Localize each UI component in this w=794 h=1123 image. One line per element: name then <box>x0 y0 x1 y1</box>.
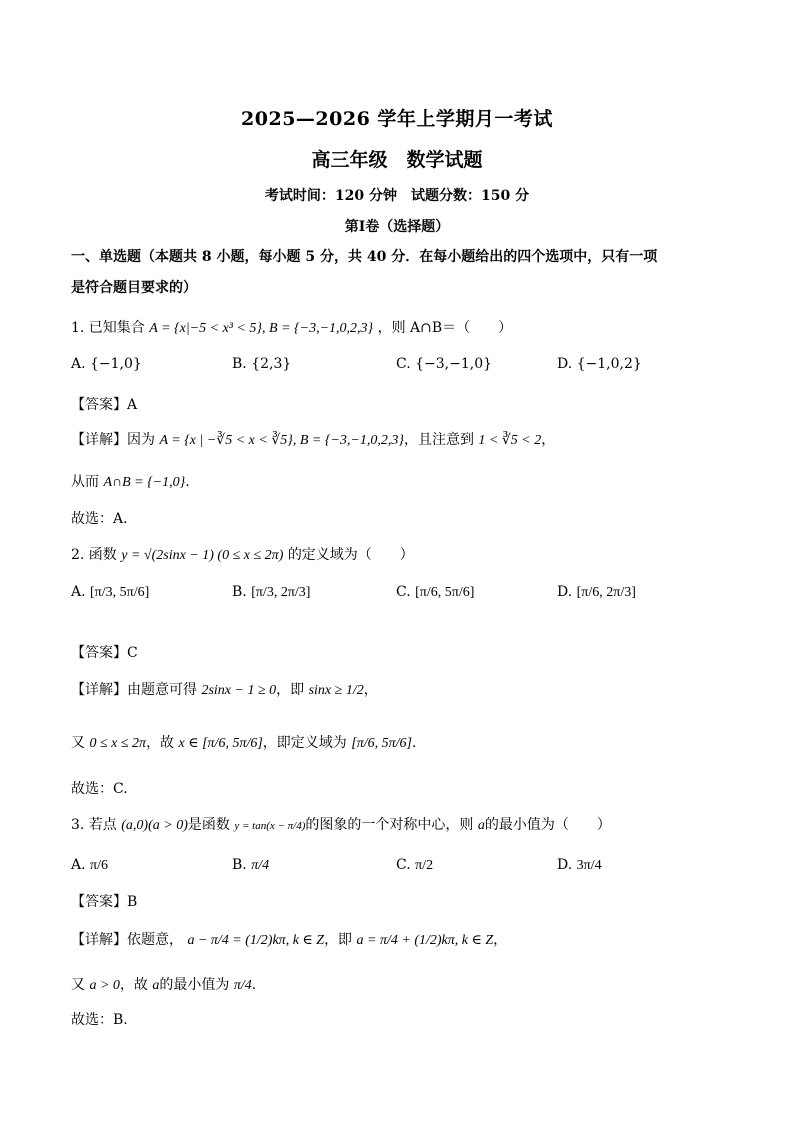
q3-detail-var: a <box>152 978 160 993</box>
q2-function: y = √(2sinx − 1) (0 ≤ x ≤ 2π) <box>121 548 284 563</box>
q3-suffix: 的图象的一个对称中心，则 <box>305 817 474 833</box>
q2-option-d <box>557 584 636 601</box>
exam-info: 考试时间：120 分钟 试题分数：150 分 <box>264 188 530 204</box>
q3-d-label: D. <box>557 857 573 873</box>
q3-c-value: π/2 <box>415 858 434 873</box>
q3-a-value: π/6 <box>90 858 108 873</box>
q3-detail-eq2: a = π/4 + (1/2)kπ, k ∈ Z <box>356 933 494 948</box>
q1-option-d: D. {−1,0,2} <box>557 356 642 372</box>
q1-conclusion: 故选：A. <box>71 511 128 527</box>
q3-detail-cond: a > 0 <box>89 978 120 993</box>
q3-detail-min-text: 的最小值为 <box>159 977 230 993</box>
q2-detail-range: 0 ≤ x ≤ 2π <box>89 736 147 751</box>
exam-title: 2025—2026 学年上学期月一考试 <box>241 108 553 130</box>
question-2-stem <box>71 545 731 566</box>
q1-detail-text2: ，且注意到 <box>403 432 474 448</box>
q3-function: y = tan(x − π/4) <box>234 820 306 832</box>
q1-suffix: ，则 A∩B＝（ ） <box>377 320 513 336</box>
q3-conclusion: 故选：B. <box>71 1012 128 1028</box>
q2-detail-so: ，故 <box>146 735 175 751</box>
q2-c-label: C. <box>396 584 411 600</box>
q2-prefix: 2. 函数 <box>71 547 117 563</box>
q1-detail-line2 <box>71 472 731 493</box>
q1-detail-comma: ， <box>541 432 556 448</box>
q2-conclusion: 故选：C. <box>71 781 128 797</box>
q2-b-label: B. <box>232 584 247 600</box>
q2-a-label: A. <box>71 584 86 600</box>
section-heading: 一、单选题（本题共 8 小题，每小题 5 分，共 40 分．在每小题给出的四个选项中，只有一项 <box>71 249 658 265</box>
q2-detail-domain: [π/6, 5π/6] <box>351 736 412 751</box>
q2-detail-comma: ， <box>363 682 378 698</box>
q3-detail-so: ，故 <box>119 977 148 993</box>
q1-intersection: A∩B = {−1,0} <box>103 475 186 490</box>
q2-detail-line1 <box>71 680 731 701</box>
q2-detail-interval: x ∈ [π/6, 5π/6] <box>178 736 263 751</box>
q2-detail-domain-text: ，即定义域为 <box>262 735 347 751</box>
q1-option-b: B. {2,3} <box>232 356 292 372</box>
q3-option-c <box>396 857 433 874</box>
q2-option-b <box>232 584 310 601</box>
q2-detail-also: 又 <box>71 735 85 751</box>
q1-prefix: 1. 已知集合 <box>71 320 145 336</box>
q3-detail-line1 <box>71 930 731 951</box>
q1-detail-text: 因为 <box>127 432 155 448</box>
q3-mid: 是函数 <box>187 817 230 833</box>
q3-detail-period: . <box>251 977 257 993</box>
q2-option-a <box>71 584 149 601</box>
q2-option-c <box>396 584 474 601</box>
q3-end: 的最小值为（ ） <box>484 817 611 833</box>
q3-option-b <box>232 857 269 874</box>
q2-detail-text2: ，即 <box>276 682 305 698</box>
q3-detail-text2: ，即 <box>324 932 353 948</box>
q1-detail-period: . <box>185 474 190 490</box>
q2-detail-ineq: 2sinx − 1 ≥ 0 <box>201 683 277 698</box>
q2-detail-label: 【详解】 <box>71 682 127 698</box>
q2-d-value: [π/6, 2π/3] <box>576 585 636 600</box>
q1-detail-sets: A = {x | −∛5 < x < ∛5}, B = {−3,−1,0,2,3} <box>159 433 404 448</box>
exam-subtitle: 高三年级 数学试题 <box>311 149 483 171</box>
q3-b-value: π/4 <box>251 858 270 873</box>
q3-option-a <box>71 857 108 874</box>
q2-detail-period: . <box>411 735 417 751</box>
q3-d-value: 3π/4 <box>576 858 602 873</box>
q3-detail-min-value: π/4 <box>233 978 252 993</box>
q3-detail-line2 <box>71 975 731 996</box>
q3-prefix: 3. 若点 <box>71 817 117 833</box>
question-3-stem <box>71 815 731 836</box>
q2-detail-sin: sinx ≥ 1/2 <box>308 683 364 698</box>
q2-suffix: 的定义域为（ ） <box>287 547 414 563</box>
q3-c-label: C. <box>396 857 411 873</box>
q1-detail-label: 【详解】 <box>71 432 127 448</box>
q1-option-a: A. {−1,0} <box>71 356 142 372</box>
section-heading-cont: 是符合题目要求的） <box>71 280 197 296</box>
q3-a-label: A. <box>71 857 86 873</box>
q2-a-value: [π/3, 5π/6] <box>90 585 150 600</box>
q3-b-label: B. <box>232 857 247 873</box>
q3-var: a <box>477 818 485 833</box>
q2-answer: 【答案】C <box>71 645 138 661</box>
q3-detail-also: 又 <box>71 977 85 993</box>
q1-option-c: C. {−3,−1,0} <box>396 356 493 372</box>
q1-detail-thus: 从而 <box>71 474 99 490</box>
q2-d-label: D. <box>557 584 573 600</box>
q1-sets: A = {x|−5 < x³ < 5}, B = {−3,−1,0,2,3} <box>149 321 374 336</box>
question-1-stem <box>71 318 731 339</box>
q1-detail-line1 <box>71 430 731 451</box>
q3-option-d <box>557 857 602 874</box>
q3-detail-comma: ， <box>493 932 508 948</box>
q3-detail-text: 依题意， <box>127 932 183 948</box>
q3-detail-eq1: a − π/4 = (1/2)kπ, k ∈ Z <box>187 933 325 948</box>
q2-c-value: [π/6, 5π/6] <box>415 585 475 600</box>
volume-heading: 第Ⅰ卷（选择题） <box>344 219 450 235</box>
q3-detail-label: 【详解】 <box>71 932 127 948</box>
q2-detail-text: 由题意可得 <box>127 682 197 698</box>
q2-detail-line2 <box>71 733 731 754</box>
q3-answer: 【答案】B <box>71 894 138 910</box>
q1-detail-ineq: 1 < ∛5 < 2 <box>478 433 542 448</box>
q3-point: (a,0)(a > 0) <box>121 818 188 833</box>
q1-answer: 【答案】A <box>71 397 138 413</box>
q2-b-value: [π/3, 2π/3] <box>251 585 311 600</box>
